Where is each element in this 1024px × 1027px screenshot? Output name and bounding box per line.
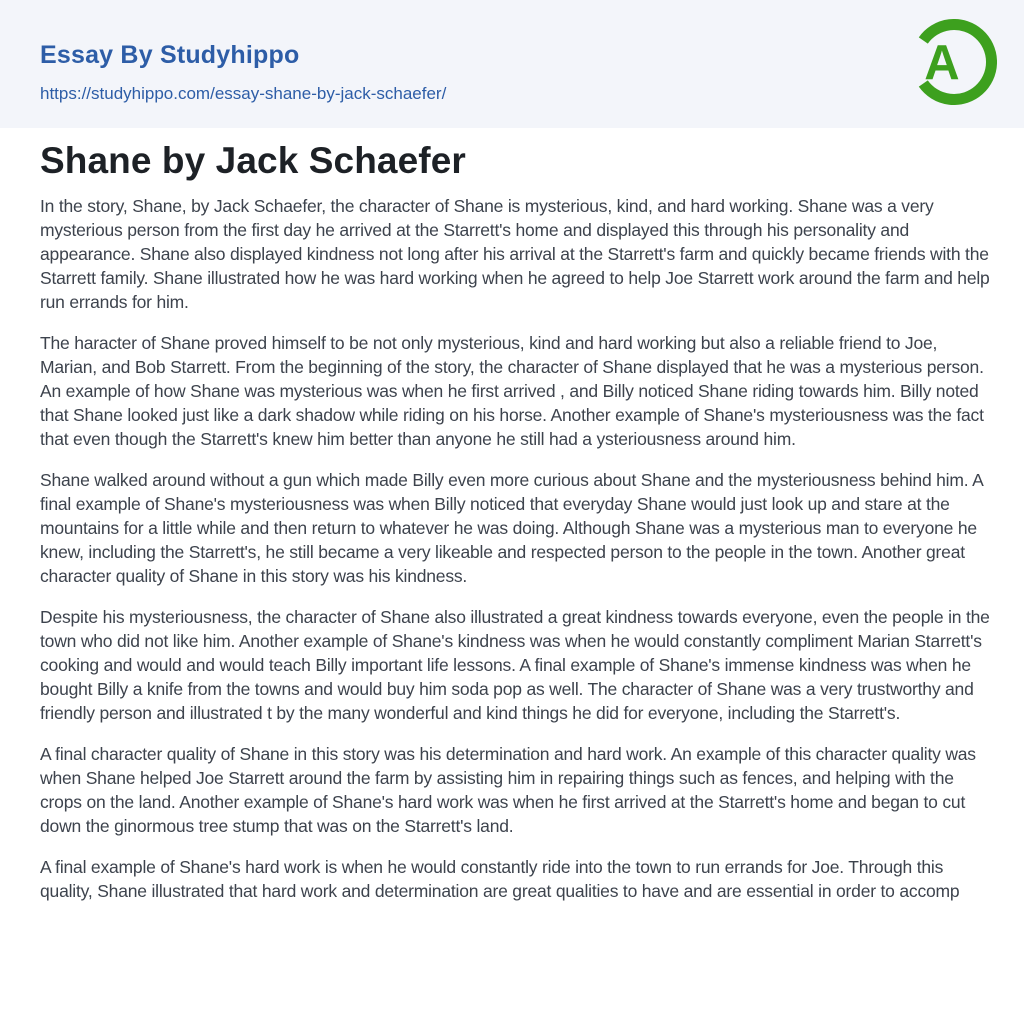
essay-paragraph: A final character quality of Shane in this story was his determination and hard work. An example of this character quality was when Shane helped Joe Starrett around the farm by assisting him in repairing things such as fences, and helping with the crops on the land. Another example of Shane's hard work was when he first arrived at the Starrett's home and began to cut down the ginormous tree stump that was on the Starrett's land. [40,744,976,836]
studyhippo-logo [911,19,997,105]
essay-content [0,128,1024,903]
essay-paragraph: The haracter of Shane proved himself to be not only mysterious, kind and hard working but also a reliable friend to Joe, Marian, and Bob Starrett. From the beginning of the story, the character of Shane displayed that he was a mysterious person. An example of how Shane was mysterious was when he first arrived , and Billy noticed Shane riding towards him. Billy noted that Shane looked just like a dark shadow while riding on his horse. Another example of Shane's mysteriousness was the fact that even though the Starrett's knew him better than anyone he still had a ysteriousness around him. [40,333,984,449]
page-header [0,0,1024,128]
essay-paragraph: Despite his mysteriousness, the character of Shane also illustrated a great kindness towards everyone, even the people in the town who did not like him. Another example of Shane's kindness was when he would constantly compliment Marian Starrett's cooking and would and would teach Billy important life lessons. A final example of Shane's immense kindness was when he bought Billy a knife from the towns and would buy him soda pop as well. The character of Shane was a very trustworthy and friendly person and illustrated t by the many wonderful and kind things he did for everyone, including the Starrett's. [40,607,990,723]
essay-paragraph: Shane walked around without a gun which made Billy even more curious about Shane and the mysteriousness behind him. A final example of Shane's mysteriousness was when Billy noticed that everyday Shane would just look up and stare at the mountains for a little while and then return to whatever he was doing. Although Shane was a mysterious man to everyone he knew, including the Starrett's, he still became a very likeable and respected person to the people in the town. Another great character quality of Shane in this story was his kindness. [40,470,983,586]
essay-paragraph: A final example of Shane's hard work is when he would constantly ride into the town to run errands for Joe. Through this quality, Shane illustrated that hard work and determination are great qualities to have and are essential in order to accomp [40,857,960,901]
essay-paragraph: In the story, Shane, by Jack Schaefer, the character of Shane is mysterious, kind, and hard working. Shane was a very mysterious person from the first day he arrived at the Starrett's home and displayed this through his personality and appearance. Shane also displayed kindness not long after his arrival at the Starrett's farm and quickly became friends with the Starrett family. Shane illustrated how he was hard working when he agreed to help Joe Starrett work around the farm and help run errands for him. [40,196,990,312]
logo-circle-icon [911,19,997,105]
essay-title: Shane by Jack Schaefer [40,140,466,181]
site-title: Essay By Studyhippo [40,41,300,69]
page-url-link[interactable]: https://studyhippo.com/essay-shane-by-jack-schaefer/ [40,84,447,103]
logo-letter: A [924,36,960,90]
header-text-block [40,40,984,104]
